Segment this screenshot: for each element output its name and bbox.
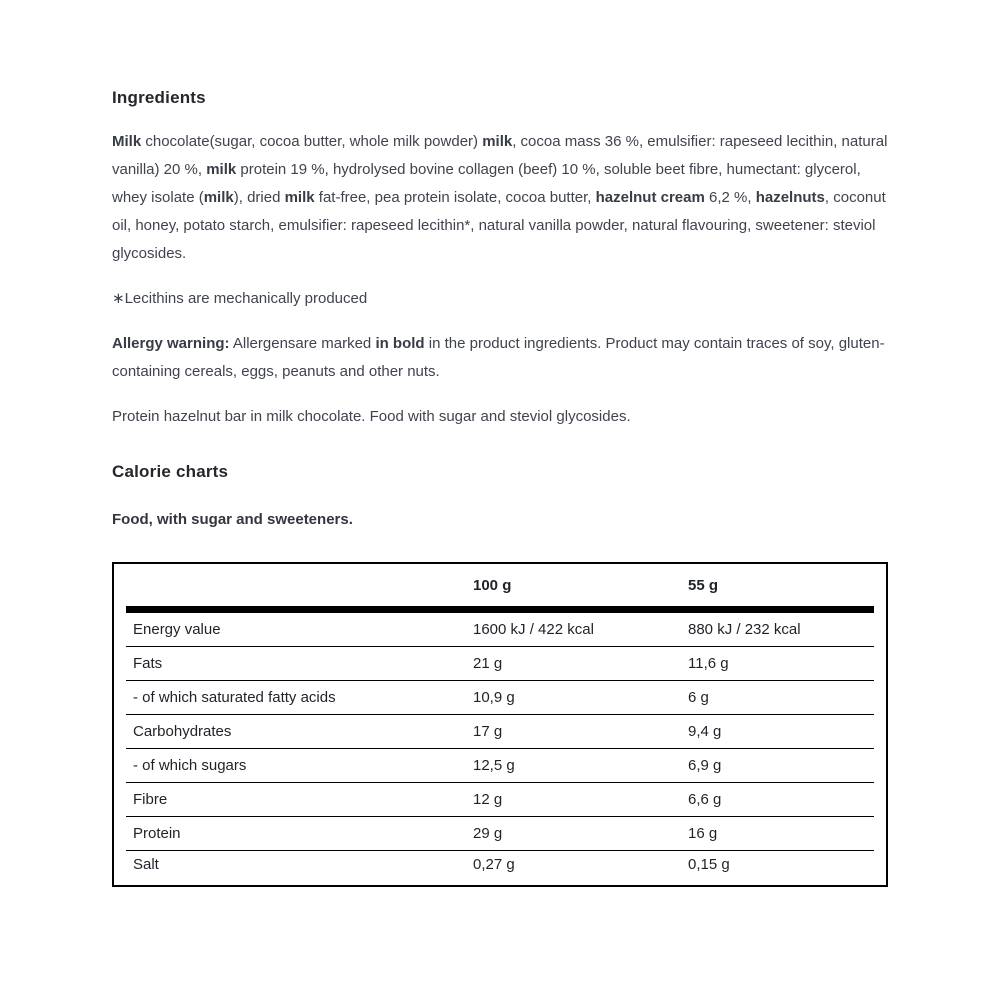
col-header-100g: 100 g [473, 576, 512, 594]
table-row [126, 715, 874, 749]
nutrient-value: 6,6 g [688, 791, 722, 808]
nutrient-value: 12,5 g [473, 757, 515, 774]
nutrient-label: Fibre [133, 791, 168, 808]
nutrition-table [112, 562, 888, 887]
nutrition-table-inner [114, 564, 886, 885]
product-note: Protein hazelnut bar in milk chocolate. Food with sugar and steviol glycosides. [112, 408, 631, 425]
nutrient-value: 12 g [473, 791, 503, 808]
table-row [126, 613, 874, 647]
calorie-charts-heading: Calorie charts [112, 462, 229, 481]
nutrient-value: 17 g [473, 723, 503, 740]
table-row [126, 817, 874, 851]
bold-text: milk [203, 189, 234, 206]
nutrient-value: 6,9 g [688, 757, 722, 774]
bold-text: hazelnut cream [595, 189, 705, 206]
nutrient-value: 16 g [688, 825, 718, 842]
table-row [126, 851, 874, 885]
table-row [126, 749, 874, 783]
bold-text: milk [482, 133, 513, 150]
bold-text: milk [206, 161, 237, 178]
nutrient-label: - of which sugars [133, 757, 247, 774]
nutrient-label: - of which saturated fatty acids [133, 689, 336, 706]
nutrient-label: Carbohydrates [133, 723, 232, 740]
ingredients-heading: Ingredients [112, 88, 206, 107]
nutrient-value: 29 g [473, 825, 503, 842]
nutrient-value: 9,4 g [688, 723, 722, 740]
table-row [126, 783, 874, 817]
calorie-charts-subtitle: Food, with sugar and sweeteners. [112, 511, 353, 528]
header-separator-bar [126, 606, 874, 613]
bold-text: in bold [375, 335, 425, 352]
bold-text: hazelnuts [755, 189, 825, 206]
nutrient-value: 10,9 g [473, 689, 515, 706]
table-body [126, 613, 874, 885]
nutrient-value: 21 g [473, 655, 503, 672]
nutrient-value: 1600 kJ / 422 kcal [473, 621, 594, 638]
nutrient-value: 880 kJ / 232 kcal [688, 621, 801, 638]
nutrient-label: Salt [133, 856, 159, 873]
nutrient-value: 0,15 g [688, 856, 730, 873]
ingredients-paragraph: Milk chocolate(sugar, cocoa butter, whole milk powder) milk, cocoa mass 36 %, emulsifier: rapeseed lecithin, natural vanilla) 20 %, milk protein 19 %, hydrolysed bovine collagen (beef) 10 %, soluble beet fibre, humectant: glycerol, whey isolate (milk), dried milk fat-free, pea protein isolate, cocoa butter, hazelnut cream 6,2 %, hazelnuts, coconut oil, honey, potato starch, emulsifier: rapeseed lecithin*, natural vanilla powder, natural flavouring, sweetener: steviol glycosides. [112, 133, 888, 262]
bold-text: milk [284, 189, 315, 206]
lecithin-note: ∗Lecithins are mechanically produced [112, 290, 368, 307]
table-header-row [126, 564, 874, 606]
nutrient-label: Protein [133, 825, 181, 842]
col-header-55g: 55 g [688, 576, 719, 594]
nutrient-label: Fats [133, 655, 163, 672]
nutrient-value: 6 g [688, 689, 709, 706]
nutrient-value: 0,27 g [473, 856, 515, 873]
table-row [126, 681, 874, 715]
nutrient-label: Energy value [133, 621, 221, 638]
bold-text: Milk [112, 133, 142, 150]
nutrient-value: 11,6 g [688, 655, 729, 672]
table-row [126, 647, 874, 681]
allergy-warning-paragraph: Allergy warning: Allergensare marked in bold in the product ingredients. Product may contain traces of soy, gluten-containing cereals, eggs, peanuts and other nuts. [112, 335, 885, 380]
bold-text: Allergy warning: [112, 335, 230, 352]
